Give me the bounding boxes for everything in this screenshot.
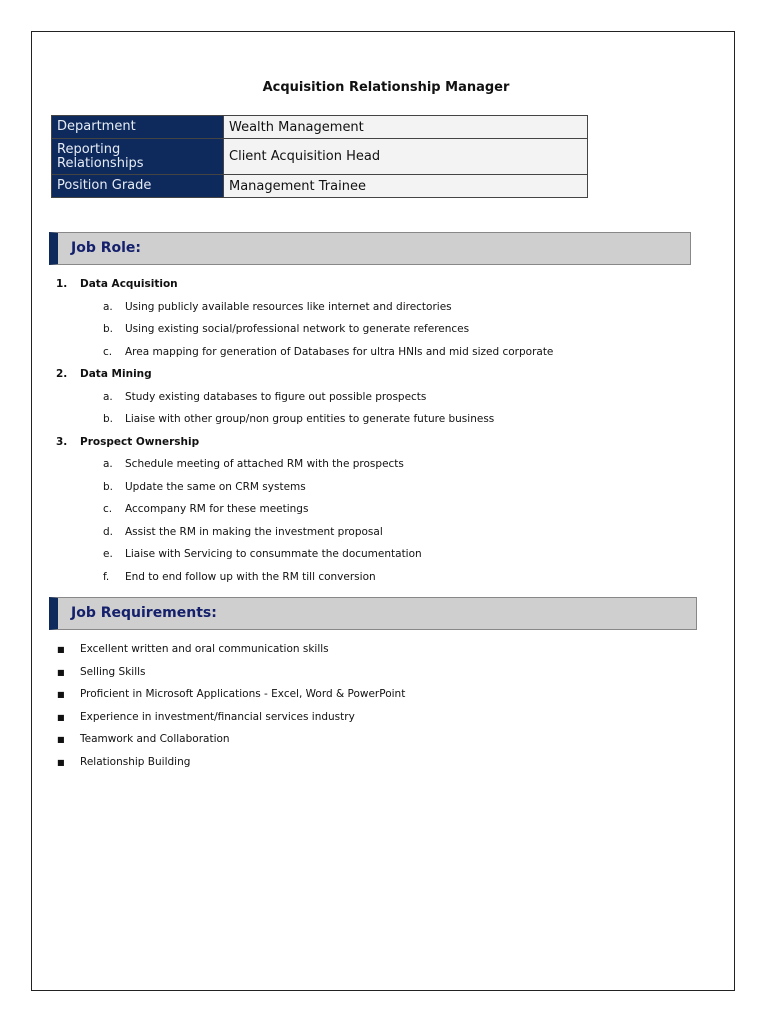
list-item [56,498,676,521]
item-text: Accompany RM for these meetings [125,503,309,515]
job-role-list [56,273,676,588]
item-text: Study existing databases to figure out possible prospects [125,390,427,403]
item-title: Data Mining [80,368,152,380]
item-text: Using publicly available resources like internet and directories [125,300,452,313]
department-value: Wealth Management [224,116,588,139]
requirement-text: Relationship Building [80,755,191,768]
list-item [56,296,676,319]
list-item [56,543,676,566]
item-text: Using existing social/professional network to generate references [125,323,470,335]
item-letter: b. [103,413,114,425]
bullet-icon: ■ [57,690,65,700]
table-row [52,139,588,175]
item-letter: d. [103,525,114,538]
list-item [56,453,676,476]
list-item [56,751,676,774]
item-text: Liaise with Servicing to consummate the documentation [125,548,422,560]
requirement-text: Teamwork and Collaboration [80,733,230,746]
list-item [56,566,676,589]
item-text: Schedule meeting of attached RM with the prospects [125,458,404,470]
table-row [52,175,588,198]
list-item [56,386,676,409]
requirement-text: Excellent written and oral communication skills [80,643,329,655]
item-letter: c. [103,345,113,358]
item-number: 2. [56,368,68,380]
bullet-icon: ■ [57,712,65,722]
item-text: End to end follow up with the RM till conversion [125,570,376,583]
list-item [56,683,676,706]
item-text: Update the same on CRM systems [125,480,306,493]
list-item [56,706,676,729]
table-row [52,116,588,139]
list-item [56,318,676,341]
list-item [56,728,676,751]
bullet-icon: ■ [57,757,65,767]
item-text: Liaise with other group/non group entities to generate future business [125,413,495,425]
list-item [56,476,676,499]
job-role-header [49,232,691,265]
job-requirements-list [56,638,676,774]
list-item [56,341,676,364]
item-title: Prospect Ownership [80,435,200,448]
job-requirements-heading: Job Requirements: [71,605,217,621]
item-text: Area mapping for generation of Databases for ultra HNIs and mid sized corporate [125,345,554,358]
item-text: Assist the RM in making the investment proposal [125,525,383,538]
list-item [56,408,676,431]
reporting-label [52,139,224,175]
item-letter: a. [103,300,113,313]
list-item [56,661,676,684]
reporting-label-line-1: Reporting [57,141,121,157]
reporting-value: Client Acquisition Head [224,139,588,175]
bullet-icon: ■ [57,667,65,677]
bullet-icon: ■ [57,645,65,654]
item-letter: c. [103,503,113,515]
item-letter: a. [103,458,113,470]
item-title: Data Acquisition [80,278,178,290]
job-role-heading: Job Role: [71,240,142,256]
item-number: 1. [56,278,68,290]
item-letter: e. [103,548,113,560]
requirement-text: Proficient in Microsoft Applications - Excel, Word & PowerPoint [80,688,406,701]
bullet-icon: ■ [57,735,65,745]
item-letter: a. [103,390,113,403]
list-item [56,363,676,386]
requirement-text: Experience in investment/financial services industry [80,710,355,723]
item-letter: f. [103,570,110,583]
list-item [56,521,676,544]
requirement-text: Selling Skills [80,665,146,678]
list-item [56,273,676,296]
item-letter: b. [103,480,114,493]
job-requirements-header [49,597,697,630]
list-item [56,638,676,661]
list-item [56,431,676,454]
item-number: 3. [56,435,68,448]
grade-label: Position Grade [52,175,224,198]
grade-value: Management Trainee [224,175,588,198]
reporting-label-line-2: Relationships [57,155,144,171]
department-label: Department [52,116,224,139]
item-letter: b. [103,323,114,335]
document-title: Acquisition Relationship Manager [262,80,510,95]
position-info-table [51,115,588,198]
